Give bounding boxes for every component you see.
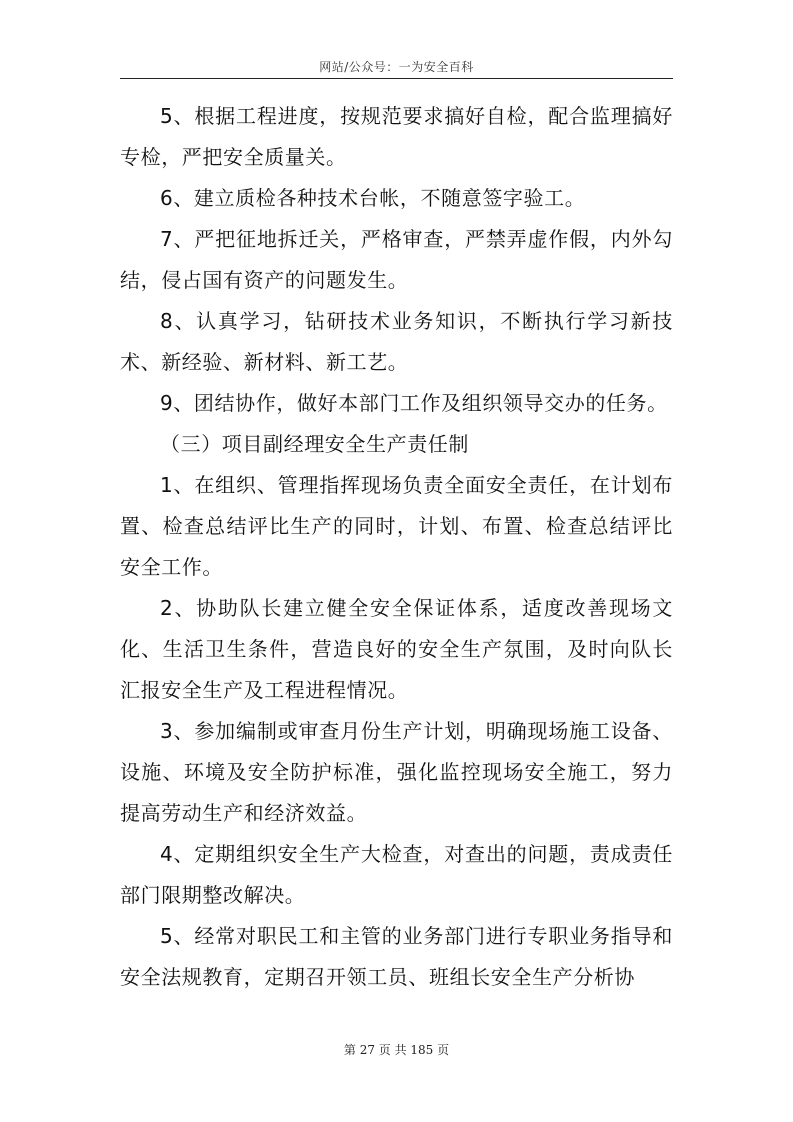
paragraph-item-6: 6、建立质检各种技术台帐，不随意签字验工。 [160, 186, 586, 210]
paragraph-item-9: 9、团结协作，做好本部门工作及组织领导交办的任务。 [160, 391, 668, 415]
paragraph-item-7: 7、严把征地拆迁关，严格审查，严禁弄虚作假，内外勾结，侵占国有资产的问题发生。 [120, 227, 673, 292]
section-paragraph-3: 3、参加编制或审查月份生产计划，明确现场施工设备、设施、环境及安全防护标准，强化监控现场安全施工，努力提高劳动生产和经济效益。 [120, 719, 673, 825]
section-paragraph-5: 5、经常对职民工和主管的业务部门进行专职业务指导和安全法规教育，定期召开领工员、班组长安全生产分析协 [120, 924, 673, 989]
paragraph-item-8: 8、认真学习，钻研技术业务知识，不断执行学习新技术、新经验、新材料、新工艺。 [120, 309, 673, 374]
header-divider [120, 78, 673, 79]
paragraph-item-5: 5、根据工程进度，按规范要求搞好自检，配合监理搞好专检，严把安全质量关。 [120, 104, 673, 169]
page-number-footer: 第 27 页 共 185 页 [343, 1043, 450, 1057]
document-body [120, 96, 673, 998]
section-paragraph-2: 2、协助队长建立健全安全保证体系，适度改善现场文化、生活卫生条件，营造良好的安全生产氛围，及时向队长汇报安全生产及工程进程情况。 [120, 596, 673, 702]
page-header: 网站/公众号：一为安全百科 [319, 60, 474, 74]
section-paragraph-4: 4、定期组织安全生产大检查，对查出的问题，责成责任部门限期整改解决。 [120, 842, 673, 907]
section-paragraph-1: 1、在组织、管理指挥现场负责全面安全责任，在计划布置、检查总结评比生产的同时，计划、布置、检查总结评比安全工作。 [120, 473, 673, 579]
section-heading: （三）项目副经理安全生产责任制 [160, 432, 469, 456]
